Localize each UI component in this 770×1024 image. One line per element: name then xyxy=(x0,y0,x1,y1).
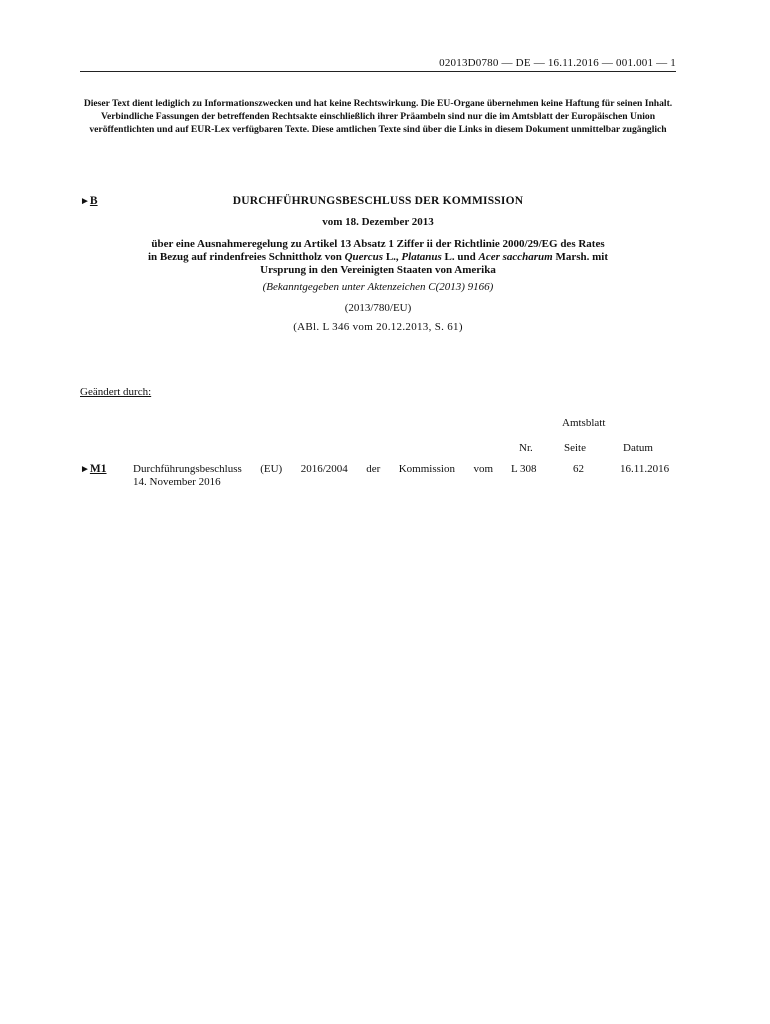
column-header-seite: Seite xyxy=(564,442,586,454)
header-divider xyxy=(80,71,676,72)
document-reference: 02013D0780 — DE — 16.11.2016 — 001.001 — 1 xyxy=(439,57,676,69)
act-subject xyxy=(80,238,676,277)
column-header-nr: Nr. xyxy=(519,442,533,454)
marker-code[interactable]: M1 xyxy=(89,463,107,475)
species-quercus: Quercus xyxy=(344,251,384,263)
journal-column-header: Amtsblatt xyxy=(562,417,606,429)
notification-reference: (Bekanntgegeben unter Aktenzeichen C(2013) 9166) xyxy=(262,281,494,293)
species-acer: Acer saccharum xyxy=(478,251,553,263)
amendment-description: Durchführungsbeschluss (EU) 2016/2004 der Kommission vom 14. November 2016 xyxy=(133,463,493,488)
official-journal-reference: (ABl. L 346 vom 20.12.2013, S. 61) xyxy=(293,321,463,333)
amended-by-label: Geändert durch: xyxy=(80,386,152,398)
act-subject-line2: in Bezug auf rindenfreies Schnittholz von Quercus L., Platanus L. und Acer saccharum Marsh. mit xyxy=(147,251,609,263)
marker-arrow-icon: ► xyxy=(80,196,90,207)
amendment-date: 16.11.2016 xyxy=(620,463,670,475)
act-subject-line1: über eine Ausnahmeregelung zu Artikel 13 Absatz 1 Ziffer ii der Richtlinie 2000/29/EG des Rates xyxy=(151,238,605,250)
act-subject-line3: Ursprung in den Vereinigten Staaten von Amerika xyxy=(260,264,496,276)
amendment-marker[interactable] xyxy=(80,463,107,475)
amendment-page: 62 xyxy=(573,463,584,475)
act-title: DURCHFÜHRUNGSBESCHLUSS DER KOMMISSION xyxy=(232,195,524,207)
marker-code[interactable]: B xyxy=(89,195,98,207)
amendment-nr: L 308 xyxy=(511,463,537,475)
marker-arrow-icon: ► xyxy=(80,464,90,475)
act-number: (2013/780/EU) xyxy=(344,302,412,314)
column-header-datum: Datum xyxy=(623,442,653,454)
legal-disclaimer: Dieser Text dient lediglich zu Informationszwecken und hat keine Rechtswirkung. Die EU-Organe übernehmen keine Haftung für seinen Inhalt. Verbindliche Fassungen der betreffenden Rechtsakte einschließlich ihrer Präambeln sind nur die im Amtsblatt der Europäischen Union veröffentlichten und auf EUR-Lex verfügbaren Texte. Diese amtlichen Texte sind über die Links in diesem Dokument unmittelbar zugänglich xyxy=(83,98,673,135)
act-date: vom 18. Dezember 2013 xyxy=(322,216,434,228)
species-platanus: Platanus xyxy=(401,251,442,263)
